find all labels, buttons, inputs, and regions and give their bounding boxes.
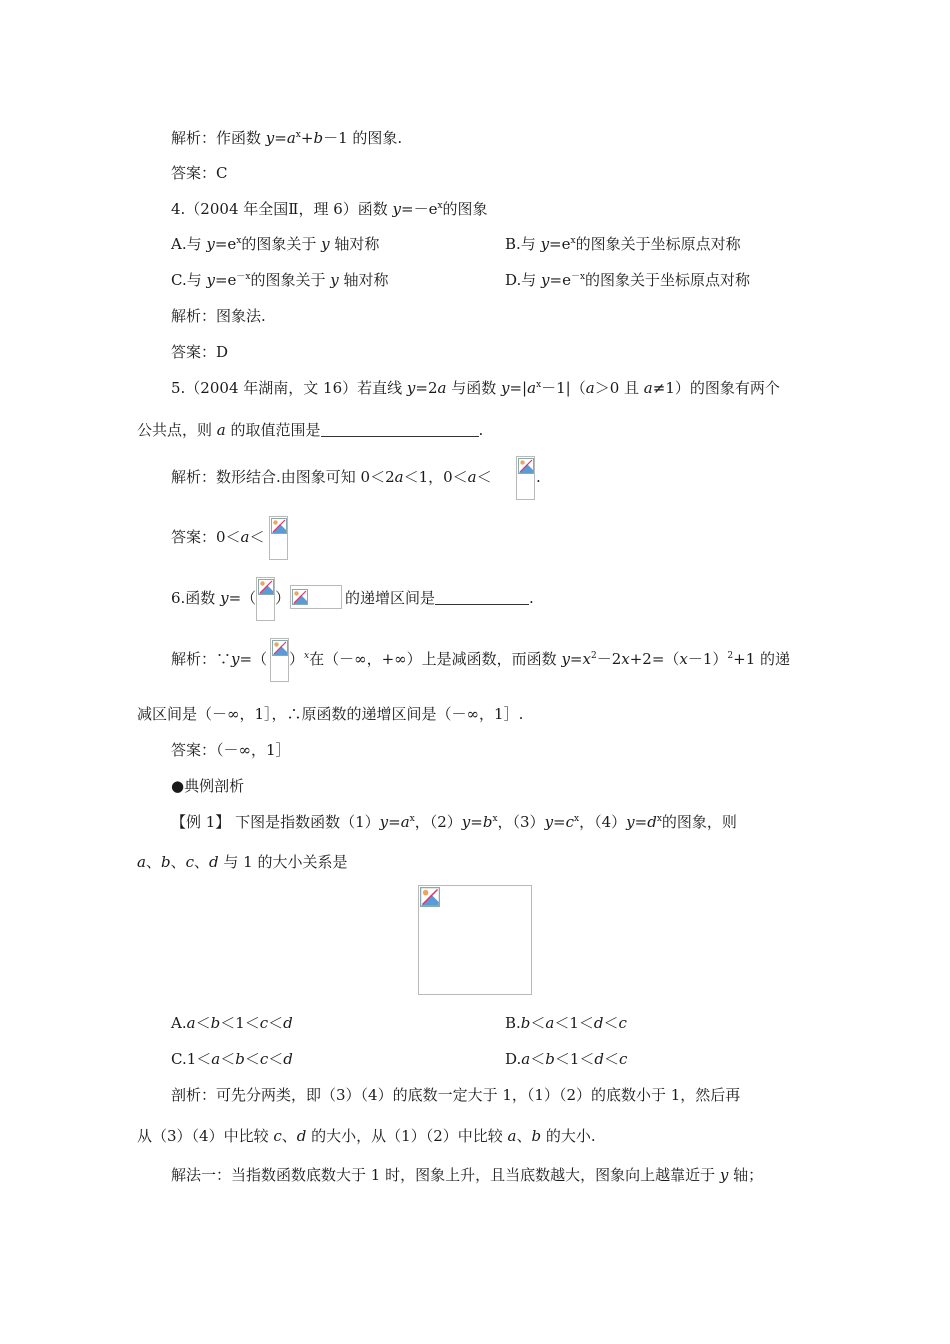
broken-image-placeholder bbox=[516, 456, 535, 500]
analysis-paragraph-1: 剖析：可先分两类，即（3）（4）的底数一定大于 1，（1）（2）的底数小于 1，然后再 bbox=[171, 1086, 741, 1104]
answer-blank bbox=[321, 422, 479, 437]
example-1-cont: a、b、c、d 与 1 的大小关系是 bbox=[137, 853, 348, 871]
broken-image-placeholder bbox=[256, 577, 275, 621]
broken-image-placeholder bbox=[290, 585, 342, 609]
answer-blank bbox=[435, 590, 529, 605]
analysis-line-6: 解析：∵y=（ bbox=[171, 650, 268, 668]
example-1: 【例 1】 下图是指数函数$(1)y=a^x$，$(2)y=b^x$，$(3)y=c^x$，$(4)y=d^x$的图象，则 bbox=[171, 813, 737, 831]
analysis-line-5: 解析：数形结合.由图象可知 0＜2a＜1，0＜a＜ bbox=[171, 468, 492, 486]
analysis-line-5-dot: . bbox=[536, 468, 541, 486]
analysis-line-4: 解析：图象法. bbox=[171, 307, 266, 325]
broken-image-icon bbox=[272, 640, 288, 656]
q4-option-a: A.与 $y=e^x$的图象关于 y 轴对称 bbox=[171, 235, 380, 253]
question-6: 6.函数 y=（ bbox=[171, 589, 257, 607]
broken-image-icon bbox=[292, 589, 308, 605]
analysis-line-6-cont: ）$^x$在（－∞，+∞）上是减函数，而函数 $y=x^2-2x+2=(x-1)^2+1$ 的递 bbox=[289, 650, 791, 668]
answer-line-6: 答案：（－∞，1］ bbox=[171, 741, 291, 759]
broken-image-placeholder bbox=[270, 638, 289, 682]
ex1-option-c: C.1＜a＜b＜c＜d bbox=[171, 1050, 293, 1068]
section-heading: ●典例剖析 bbox=[171, 777, 245, 795]
analysis-line-6-b: 减区间是（－∞，1］，∴原函数的递增区间是（－∞，1］. bbox=[137, 705, 524, 723]
broken-image-placeholder bbox=[269, 516, 288, 560]
q4-option-d: D.与 $y=e^{-x}$的图象关于坐标原点对称 bbox=[505, 271, 751, 289]
question-6-paren: ） bbox=[275, 589, 291, 607]
analysis-paragraph-2: 从（3）（4）中比较 c、d 的大小，从（1）（2）中比较 a、b 的大小. bbox=[137, 1127, 596, 1145]
broken-image-icon bbox=[518, 458, 534, 474]
analysis-line-3: 解析：作函数 $y=a^x+b-1$ 的图象. bbox=[171, 129, 403, 147]
question-5-cont: 公共点，则 a 的取值范围是 . bbox=[137, 421, 484, 439]
answer-line-4: 答案：D bbox=[171, 343, 229, 361]
question-4: 4.（2004 年全国Ⅱ，理 6）函数 $y=-e^x$的图象 bbox=[171, 200, 488, 218]
answer-line-5: 答案：0＜a＜ bbox=[171, 528, 265, 546]
solution-1: 解法一：当指数函数底数大于 1 时，图象上升，且当底数越大，图象向上越靠近于 y 轴； bbox=[171, 1166, 764, 1184]
question-6-tail: 的递增区间是 . bbox=[345, 589, 534, 607]
ex1-option-d: D.a＜b＜1＜d＜c bbox=[505, 1050, 628, 1068]
q4-option-b: B.与 $y=e^x$的图象关于坐标原点对称 bbox=[505, 235, 741, 253]
broken-image-icon bbox=[258, 579, 274, 595]
broken-image-icon bbox=[271, 518, 287, 534]
q4-option-c: C.与 $y=e^{-x}$的图象关于 y 轴对称 bbox=[171, 271, 389, 289]
ex1-option-b: B.b＜a＜1＜d＜c bbox=[505, 1014, 627, 1032]
broken-figure-placeholder bbox=[418, 885, 532, 995]
ex1-option-a: A.a＜b＜1＜c＜d bbox=[171, 1014, 293, 1032]
answer-line-3: 答案：C bbox=[171, 164, 228, 182]
broken-image-icon bbox=[420, 887, 440, 907]
question-5: 5.（2004 年湖南，文 16）若直线 y=2a 与函数 $y=|a^x-1|(a>0$ 且 a≠1）的图象有两个 bbox=[171, 379, 780, 397]
